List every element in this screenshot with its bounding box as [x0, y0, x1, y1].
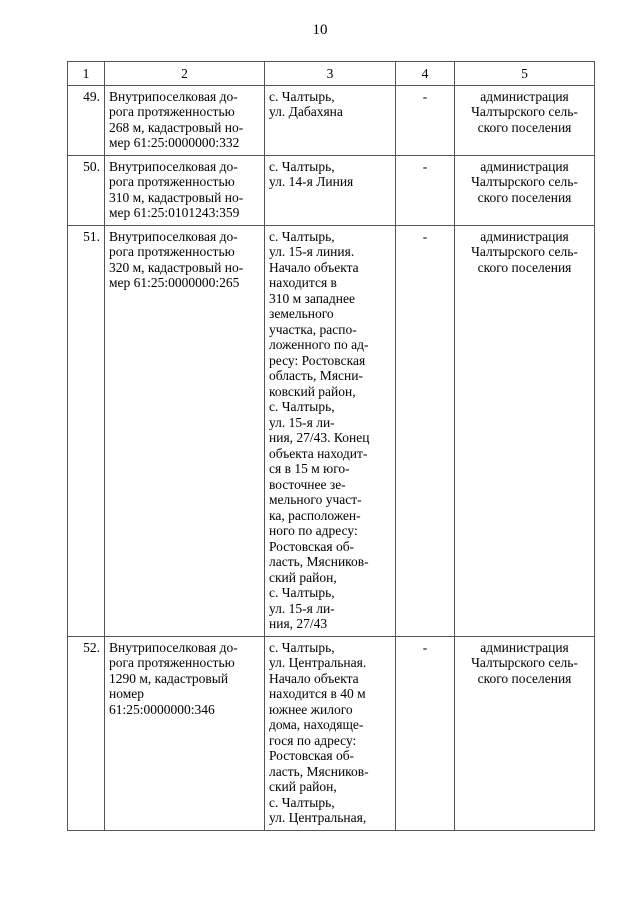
object-owner: администрация Чалтырского сель- ского поселения	[455, 155, 595, 225]
row-number: 49.	[68, 85, 105, 155]
object-owner: администрация Чалтырского сель- ского поселения	[455, 85, 595, 155]
object-name: Внутрипоселковая до- рога протяженностью 320 м, кадастровый но- мер 61:25:0000000:265	[105, 225, 265, 636]
column-4-value: -	[396, 636, 455, 830]
row-number: 52.	[68, 636, 105, 830]
column-4-value: -	[396, 225, 455, 636]
road-registry-table	[67, 61, 595, 831]
column-header: 1	[68, 62, 105, 86]
object-address: с. Чалтырь, ул. 15-я линия. Начало объекта находится в 310 м западнее земельного участка, распо- ложенного по ад- ресу: Ростовская область, Мясни- ковский район, с. Чалтырь, ул. 15-я ли- ния, 27/43. Конец объекта находит- ся в 15 м юго- восточнее зе- мельного участ- ка, расположен- ного по адресу: Ростовская об- ласть, Мясников- ский район, с. Чалтырь, ул. 15-я ли- ния, 27/43	[265, 225, 396, 636]
table-row	[68, 636, 595, 830]
table-header-row	[68, 62, 595, 86]
object-owner: администрация Чалтырского сель- ского поселения	[455, 225, 595, 636]
table-row	[68, 225, 595, 636]
row-number: 50.	[68, 155, 105, 225]
object-address: с. Чалтырь, ул. Центральная. Начало объекта находится в 40 м южнее жилого дома, находяще- гося по адресу: Ростовская об- ласть, Мясников- ский район, с. Чалтырь, ул. Центральная,	[265, 636, 396, 830]
object-address: с. Чалтырь, ул. Дабахяна	[265, 85, 396, 155]
table-row	[68, 85, 595, 155]
object-address: с. Чалтырь, ул. 14-я Линия	[265, 155, 396, 225]
column-4-value: -	[396, 85, 455, 155]
object-name: Внутрипоселковая до- рога протяженностью 310 м, кадастровый но- мер 61:25:0101243:359	[105, 155, 265, 225]
column-header: 3	[265, 62, 396, 86]
object-name: Внутрипоселковая до- рога протяженностью 1290 м, кадастровый номер 61:25:0000000:346	[105, 636, 265, 830]
column-header: 2	[105, 62, 265, 86]
row-number: 51.	[68, 225, 105, 636]
column-header: 4	[396, 62, 455, 86]
object-owner: администрация Чалтырского сель- ского поселения	[455, 636, 595, 830]
page-number: 10	[312, 22, 328, 38]
object-name: Внутрипоселковая до- рога протяженностью 268 м, кадастровый но- мер 61:25:0000000:332	[105, 85, 265, 155]
table-row	[68, 155, 595, 225]
column-header: 5	[455, 62, 595, 86]
column-4-value: -	[396, 155, 455, 225]
